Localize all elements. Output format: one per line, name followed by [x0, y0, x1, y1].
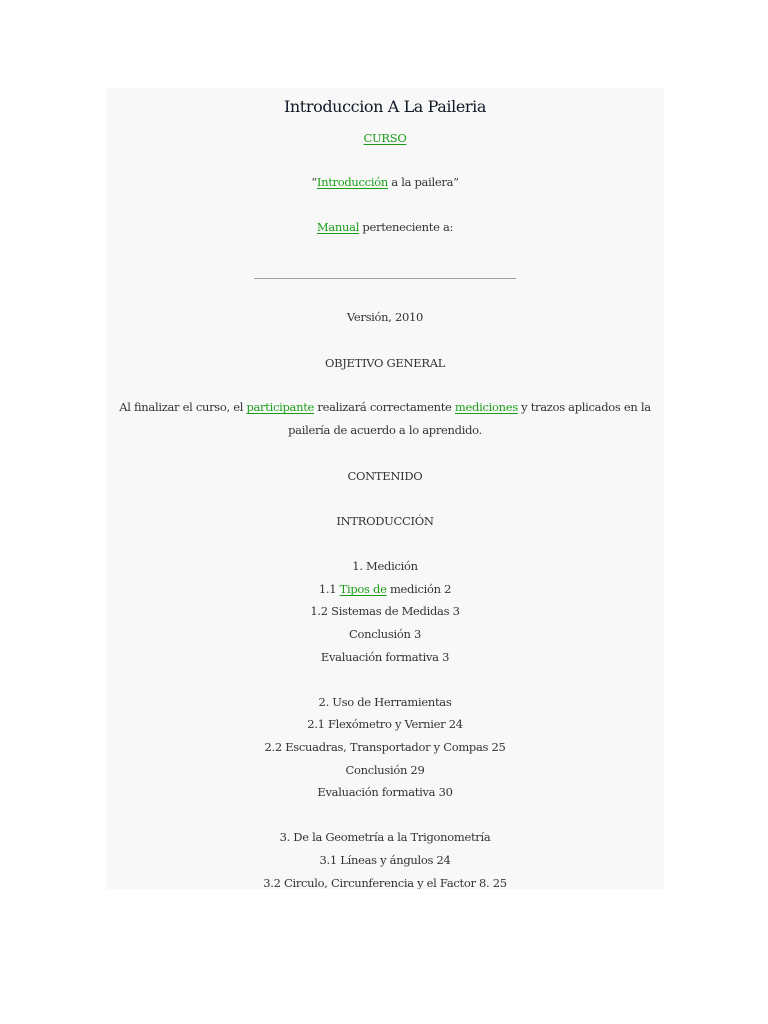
toc-item-1-1 — [106, 582, 664, 596]
participante-link[interactable]: participante — [246, 400, 315, 414]
document-title: Introduccion A La Paileria — [283, 97, 487, 116]
curso-link[interactable]: CURSO — [363, 131, 407, 145]
blank-signature-line: ________________________________________________ — [254, 265, 516, 279]
toc-item-2-1: 2.1 Flexómetro y Vernier 24 — [307, 717, 463, 731]
curso-line — [106, 131, 664, 145]
toc-item-1-1-rest: medición 2 — [386, 582, 452, 596]
subtitle-open-quote: “ — [311, 175, 317, 189]
toc-item-3-1: 3.1 Líneas y ángulos 24 — [319, 853, 451, 867]
toc-item-2-evaluacion: Evaluación formativa 30 — [317, 785, 453, 799]
toc-item-3-2: 3.2 Circulo, Circunferencia y el Factor 8. 25 — [263, 876, 507, 889]
contenido-heading: CONTENIDO — [347, 469, 423, 483]
toc-item-1-1-prefix: 1.1 — [318, 582, 340, 596]
toc-item-1-conclusion: Conclusión 3 — [349, 627, 421, 641]
introduccion-heading: INTRODUCCIÓN — [336, 514, 434, 528]
subtitle-rest: a la pailera” — [387, 175, 459, 189]
mediciones-link[interactable]: mediciones — [454, 400, 518, 414]
version-text: Versión, 2010 — [346, 310, 424, 324]
tipos-de-link[interactable]: Tipos de — [339, 582, 387, 596]
manual-link[interactable]: Manual — [316, 220, 360, 234]
toc-item-1-evaluacion: Evaluación formativa 3 — [320, 650, 450, 664]
section-2-title: 2. Uso de Herramientas — [318, 695, 452, 709]
objetivo-heading: OBJETIVO GENERAL — [324, 356, 446, 370]
objetivo-text-2: realizará correctamente — [314, 400, 455, 414]
toc-item-1-2: 1.2 Sistemas de Medidas 3 — [310, 604, 460, 618]
manual-line-rest: perteneciente a: — [359, 220, 454, 234]
section-3-title: 3. De la Geometría a la Trigonometría — [279, 830, 491, 844]
objetivo-paragraph — [118, 396, 652, 442]
subtitle-line — [106, 175, 664, 189]
toc-item-2-2: 2.2 Escuadras, Transportador y Compas 25 — [264, 740, 506, 754]
section-1-title: 1. Medición — [352, 559, 418, 573]
toc-item-2-conclusion: Conclusión 29 — [345, 763, 425, 777]
introduccion-link[interactable]: Introducción — [316, 175, 388, 189]
objetivo-text-1: Al finalizar el curso, el — [119, 400, 247, 414]
manual-line — [106, 220, 664, 234]
document-page — [106, 88, 664, 889]
objetivo-text-3: y trazos aplicados en la pailería de acuerdo a lo aprendido. — [288, 400, 651, 437]
